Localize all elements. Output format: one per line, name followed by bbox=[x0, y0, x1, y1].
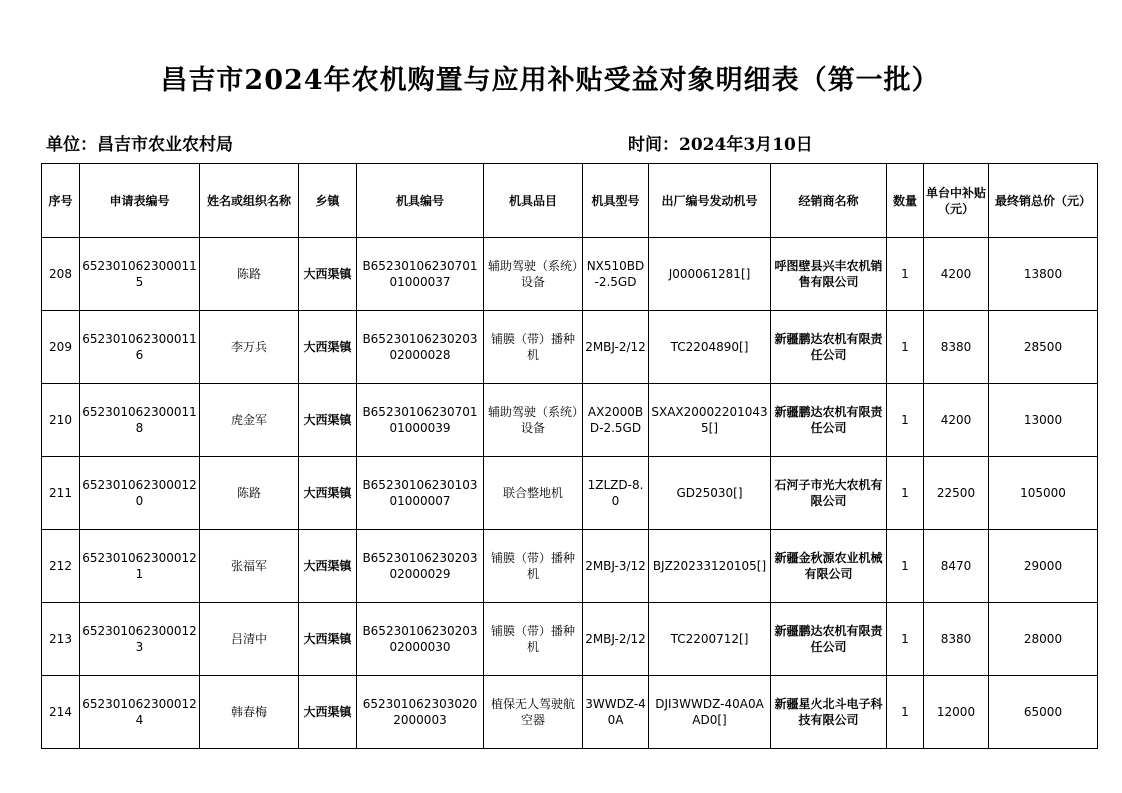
cell-machine-no: B6523010623070101000037 bbox=[357, 238, 484, 311]
cell-total-price: 28000 bbox=[989, 603, 1098, 676]
cell-town: 大西渠镇 bbox=[299, 676, 357, 749]
cell-category: 铺膜（带）播种机 bbox=[484, 311, 583, 384]
cell-model: NX510BD-2.5GD bbox=[583, 238, 649, 311]
col-header-index: 序号 bbox=[42, 164, 80, 238]
cell-subsidy: 8380 bbox=[924, 603, 989, 676]
cell-dealer: 新疆鹏达农机有限责任公司 bbox=[771, 311, 887, 384]
cell-quantity: 1 bbox=[887, 530, 924, 603]
cell-index: 213 bbox=[42, 603, 80, 676]
col-header-quantity: 数量 bbox=[887, 164, 924, 238]
table-row bbox=[42, 603, 1098, 676]
header-row bbox=[42, 164, 1098, 238]
cell-serial: BJZ20233120105[] bbox=[649, 530, 771, 603]
cell-model: 1ZLZD-8.0 bbox=[583, 457, 649, 530]
cell-model: 2MBJ-2/12 bbox=[583, 603, 649, 676]
cell-town: 大西渠镇 bbox=[299, 311, 357, 384]
cell-dealer: 新疆金秋源农业机械有限公司 bbox=[771, 530, 887, 603]
cell-subsidy: 4200 bbox=[924, 384, 989, 457]
table-row bbox=[42, 384, 1098, 457]
cell-index: 209 bbox=[42, 311, 80, 384]
table-row bbox=[42, 457, 1098, 530]
cell-name: 李万兵 bbox=[200, 311, 299, 384]
cell-total-price: 65000 bbox=[989, 676, 1098, 749]
cell-dealer: 石河子市光大农机有限公司 bbox=[771, 457, 887, 530]
cell-index: 211 bbox=[42, 457, 80, 530]
cell-application-no: 6523010623000115 bbox=[80, 238, 200, 311]
cell-total-price: 29000 bbox=[989, 530, 1098, 603]
cell-serial: GD25030[] bbox=[649, 457, 771, 530]
cell-total-price: 13800 bbox=[989, 238, 1098, 311]
col-header-application-no: 申请表编号 bbox=[80, 164, 200, 238]
col-header-dealer: 经销商名称 bbox=[771, 164, 887, 238]
cell-town: 大西渠镇 bbox=[299, 530, 357, 603]
cell-machine-no: B6523010623020302000028 bbox=[357, 311, 484, 384]
cell-subsidy: 8470 bbox=[924, 530, 989, 603]
cell-application-no: 6523010623000121 bbox=[80, 530, 200, 603]
cell-serial: TC2200712[] bbox=[649, 603, 771, 676]
cell-category: 辅助驾驶（系统）设备 bbox=[484, 384, 583, 457]
cell-name: 虎金军 bbox=[200, 384, 299, 457]
cell-category: 联合整地机 bbox=[484, 457, 583, 530]
col-header-subsidy: 单台中补贴（元） bbox=[924, 164, 989, 238]
col-header-machine-no: 机具编号 bbox=[357, 164, 484, 238]
cell-application-no: 6523010623000123 bbox=[80, 603, 200, 676]
cell-serial: DJI3WWDZ-40A0AAD0[] bbox=[649, 676, 771, 749]
cell-quantity: 1 bbox=[887, 238, 924, 311]
cell-name: 韩春梅 bbox=[200, 676, 299, 749]
cell-subsidy: 12000 bbox=[924, 676, 989, 749]
cell-town: 大西渠镇 bbox=[299, 457, 357, 530]
cell-name: 陈路 bbox=[200, 457, 299, 530]
cell-town: 大西渠镇 bbox=[299, 238, 357, 311]
col-header-town: 乡镇 bbox=[299, 164, 357, 238]
cell-dealer: 新疆星火北斗电子科技有限公司 bbox=[771, 676, 887, 749]
cell-machine-no: B6523010623070101000039 bbox=[357, 384, 484, 457]
col-header-category: 机具品目 bbox=[484, 164, 583, 238]
cell-application-no: 6523010623000116 bbox=[80, 311, 200, 384]
cell-serial: SXAX200022010435[] bbox=[649, 384, 771, 457]
cell-model: 2MBJ-2/12 bbox=[583, 311, 649, 384]
cell-name: 吕清中 bbox=[200, 603, 299, 676]
cell-quantity: 1 bbox=[887, 457, 924, 530]
subsidy-table bbox=[41, 163, 1098, 749]
table-row bbox=[42, 530, 1098, 603]
cell-subsidy: 4200 bbox=[924, 238, 989, 311]
unit-label: 单位：昌吉市农业农村局 bbox=[46, 135, 233, 155]
cell-index: 208 bbox=[42, 238, 80, 311]
cell-serial: J000061281[] bbox=[649, 238, 771, 311]
cell-total-price: 105000 bbox=[989, 457, 1098, 530]
cell-index: 214 bbox=[42, 676, 80, 749]
cell-application-no: 6523010623000120 bbox=[80, 457, 200, 530]
cell-total-price: 13000 bbox=[989, 384, 1098, 457]
cell-dealer: 呼图壁县兴丰农机销售有限公司 bbox=[771, 238, 887, 311]
col-header-total-price: 最终销总价（元） bbox=[989, 164, 1098, 238]
cell-category: 铺膜（带）播种机 bbox=[484, 603, 583, 676]
table-row bbox=[42, 311, 1098, 384]
date-label: 时间：2024年3月10日 bbox=[628, 135, 813, 155]
cell-application-no: 6523010623000124 bbox=[80, 676, 200, 749]
cell-machine-no: B6523010623010301000007 bbox=[357, 457, 484, 530]
cell-index: 212 bbox=[42, 530, 80, 603]
table-row bbox=[42, 676, 1098, 749]
cell-category: 植保无人驾驶航空器 bbox=[484, 676, 583, 749]
col-header-serial: 出厂编号发动机号 bbox=[649, 164, 771, 238]
cell-model: 2MBJ-3/12 bbox=[583, 530, 649, 603]
cell-machine-no: 6523010623030202000003 bbox=[357, 676, 484, 749]
cell-application-no: 6523010623000118 bbox=[80, 384, 200, 457]
cell-serial: TC2204890[] bbox=[649, 311, 771, 384]
cell-subsidy: 8380 bbox=[924, 311, 989, 384]
cell-machine-no: B6523010623020302000029 bbox=[357, 530, 484, 603]
cell-name: 陈路 bbox=[200, 238, 299, 311]
cell-town: 大西渠镇 bbox=[299, 603, 357, 676]
cell-model: 3WWDZ-40A bbox=[583, 676, 649, 749]
cell-town: 大西渠镇 bbox=[299, 384, 357, 457]
cell-quantity: 1 bbox=[887, 311, 924, 384]
cell-subsidy: 22500 bbox=[924, 457, 989, 530]
col-header-name: 姓名或组织名称 bbox=[200, 164, 299, 238]
cell-model: AX2000BD-2.5GD bbox=[583, 384, 649, 457]
cell-quantity: 1 bbox=[887, 603, 924, 676]
cell-quantity: 1 bbox=[887, 384, 924, 457]
cell-name: 张福军 bbox=[200, 530, 299, 603]
cell-category: 辅助驾驶（系统）设备 bbox=[484, 238, 583, 311]
cell-category: 铺膜（带）播种机 bbox=[484, 530, 583, 603]
col-header-model: 机具型号 bbox=[583, 164, 649, 238]
cell-dealer: 新疆鹏达农机有限责任公司 bbox=[771, 384, 887, 457]
cell-machine-no: B6523010623020302000030 bbox=[357, 603, 484, 676]
page-title: 昌吉市2024年农机购置与应用补贴受益对象明细表（第一批） bbox=[160, 65, 940, 96]
cell-dealer: 新疆鹏达农机有限责任公司 bbox=[771, 603, 887, 676]
table-row bbox=[42, 238, 1098, 311]
cell-index: 210 bbox=[42, 384, 80, 457]
cell-quantity: 1 bbox=[887, 676, 924, 749]
cell-total-price: 28500 bbox=[989, 311, 1098, 384]
